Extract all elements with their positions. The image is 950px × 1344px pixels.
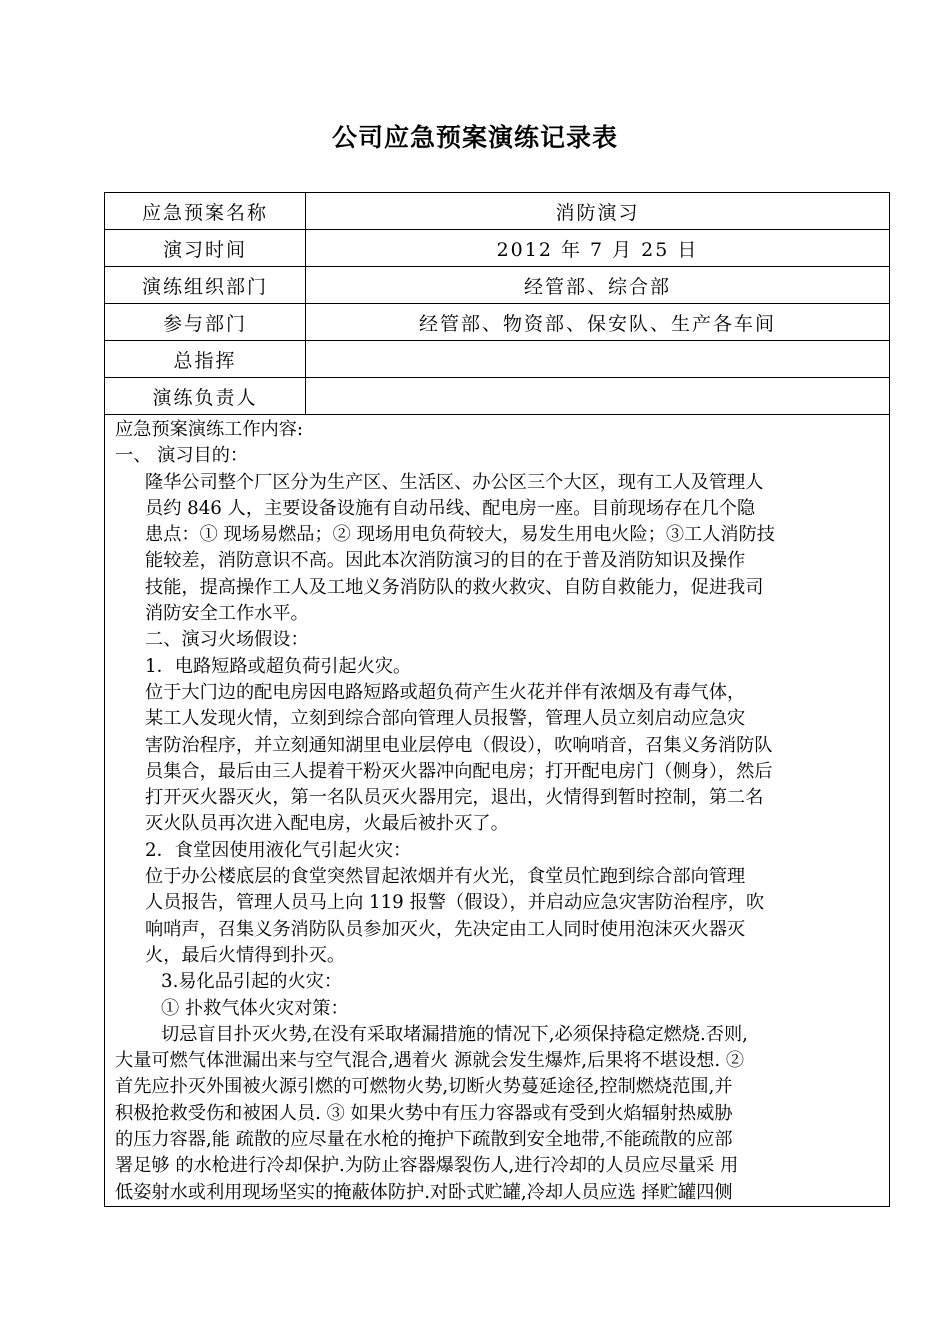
- table-row: [105, 193, 890, 230]
- content-line: 能较差，消防意识不高。因此本次消防演习的目的在于普及消防知识及操作: [145, 550, 746, 572]
- content-line: 灭火队员再次进入配电房，火最后被扑灭了。: [145, 813, 509, 835]
- content-line: 隆华公司整个厂区分为生产区、生活区、办公区三个大区，现有工人及管理人: [145, 471, 764, 493]
- page-title: 公司应急预案演练记录表: [331, 123, 618, 152]
- leader-label: 演练负责人: [105, 378, 306, 415]
- subsection-heading: 3.易化品引起的火灾：: [161, 971, 343, 993]
- plan-name-value: 消防演习: [306, 193, 890, 230]
- content-line: 技能，提高操作工人及工地义务消防队的救火救灾、自防自救能力，促进我司: [145, 576, 764, 598]
- drill-time-value: 2012 年 7 月 25 日: [306, 230, 890, 267]
- table-row: [105, 378, 890, 415]
- commander-label: 总指挥: [105, 341, 306, 378]
- content-line: 消防安全工作水平。: [145, 603, 309, 625]
- drill-record-table: [104, 192, 890, 1207]
- subsection-heading: 1．电路短路或超负荷引起火灾。: [145, 655, 412, 677]
- content-line: 大量可燃气体泄漏出来与空气混合,遇着火 源就会发生爆炸,后果将不堪设想. ②: [115, 1050, 745, 1072]
- commander-value: [306, 341, 890, 378]
- content-line: 人员报告，管理人员马上向 119 报警（假设），并启动应急灾害防治程序，吹: [145, 892, 765, 914]
- table-row: [105, 341, 890, 378]
- content-line: 害防治程序，并立刻通知湖里电业层停电（假设），吹响哨音，召集义务消防队: [145, 734, 773, 756]
- section-heading: 二、演习火场假设：: [145, 629, 309, 651]
- content-heading: 应急预案演练工作内容:: [115, 419, 304, 440]
- plan-name-label: 应急预案名称: [105, 193, 306, 230]
- participants-value: 经管部、物资部、保安队、生产各车间: [306, 304, 890, 341]
- content-line: 员集合，最后由三人提着干粉灭火器冲向配电房；打开配电房门（侧身），然后: [145, 760, 773, 782]
- section-heading: 一、 演习目的：: [115, 445, 249, 467]
- participants-label: 参与部门: [105, 304, 306, 341]
- content-line: 员约 846 人，主要设备设施有自动吊线、配电房一座。目前现场存在几个隐: [145, 497, 756, 519]
- table-row: [105, 304, 890, 341]
- content-line: 火，最后火情得到扑灭。: [145, 944, 346, 966]
- organizer-label: 演练组织部门: [105, 267, 306, 304]
- content-line: 积极抢救受伤和被困人员. ③ 如果火势中有压力容器或有受到火焰辐射热威胁: [115, 1102, 733, 1124]
- content-line: 患点：① 现场易燃品；② 现场用电负荷较大，易发生用电火险；③工人消防技: [145, 524, 775, 546]
- drill-content-cell: [105, 415, 890, 1207]
- content-line: 打开灭火器灭火，第一名队员灭火器用完，退出，火情得到暂时控制，第二名: [145, 787, 764, 809]
- content-line: 响哨声，召集义务消防队员参加灭火，先决定由工人同时使用泡沫灭火器灭: [145, 918, 746, 940]
- subsection-heading: 2．食堂因使用液化气引起火灾：: [145, 839, 412, 861]
- table-row: [105, 267, 890, 304]
- table-row: [105, 230, 890, 267]
- content-line: 某工人发现火情，立刻到综合部向管理人员报警，管理人员立刻启动应急灾: [145, 708, 746, 730]
- content-line: 署足够 的水枪进行冷却保护.为防止容器爆裂伤人,进行冷却的人员应尽量采 用: [115, 1155, 739, 1177]
- content-line: 低姿射水或利用现场坚实的掩蔽体防护.对卧式贮罐,冷却人员应选 择贮罐四侧: [115, 1181, 733, 1203]
- drill-time-label: 演习时间: [105, 230, 306, 267]
- content-line: 的压力容器,能 疏散的应尽量在水枪的掩护下疏散到安全地带,不能疏散的应部: [115, 1129, 733, 1151]
- content-line: 切忌盲目扑灭火势,在没有采取堵漏措施的情况下,必须保持稳定燃烧.否则,: [161, 1023, 748, 1045]
- subsection-heading: ① 扑救气体火灾对策：: [161, 997, 349, 1019]
- content-line: 位于大门边的配电房因电路短路或超负荷产生火花并伴有浓烟及有毒气体，: [145, 681, 746, 703]
- content-line: 位于办公楼底层的食堂突然冒起浓烟并有火光，食堂员忙跑到综合部向管理: [145, 866, 746, 888]
- leader-value: [306, 378, 890, 415]
- organizer-value: 经管部、综合部: [306, 267, 890, 304]
- content-line: 首先应扑灭外围被火源引燃的可燃物火势,切断火势蔓延途径,控制燃烧范围,并: [115, 1076, 733, 1098]
